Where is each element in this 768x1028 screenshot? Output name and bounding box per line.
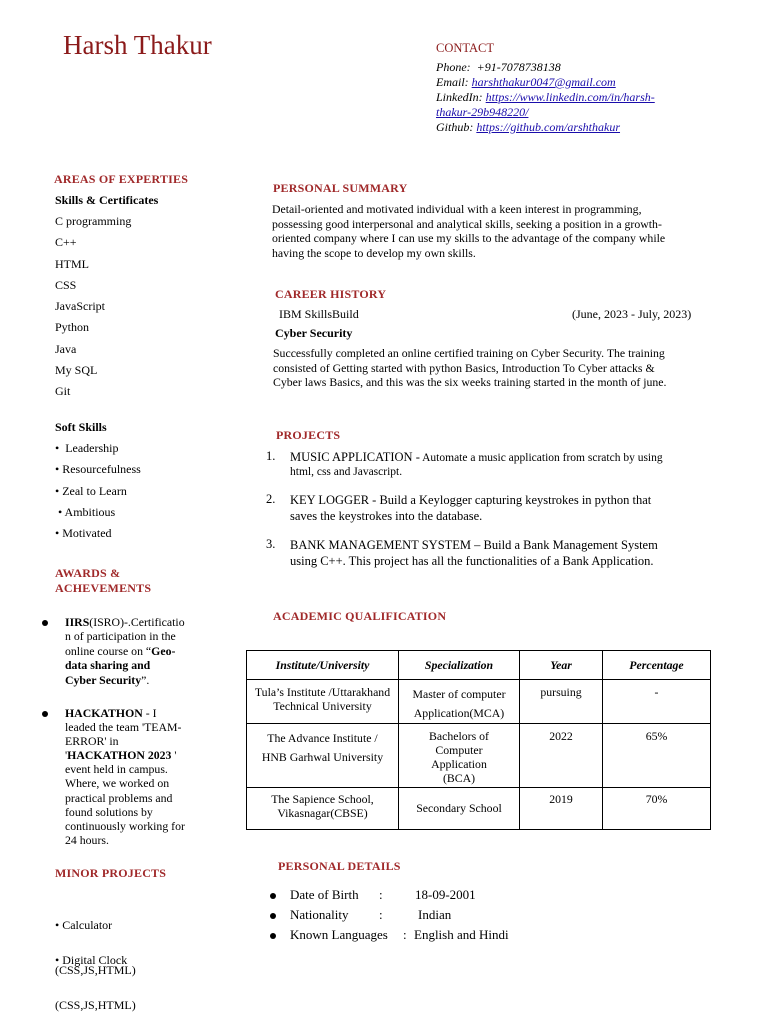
linkedin-link-cont[interactable]: thakur-29b948220/ xyxy=(436,105,529,119)
award-item-iirs xyxy=(65,615,205,687)
list-item: Python xyxy=(55,320,90,335)
awards-heading-line2: ACHEVEMENTS xyxy=(55,581,152,595)
career-line: Successfully completed an online certified training on Cyber Security. The training xyxy=(273,346,665,360)
linkedin-label: LinkedIn: xyxy=(436,90,483,104)
minor-projects-heading: MINOR PROJECTS xyxy=(55,866,167,880)
project-1 xyxy=(290,449,730,479)
row1-institute: Tula’s Institute /Uttarakhand Technical University xyxy=(247,680,399,724)
personal-bullet-3 xyxy=(270,933,276,939)
row1-spec: Master of computer Application(MCA) xyxy=(399,680,520,724)
award2-line4c: ' xyxy=(171,748,177,763)
dob-sep: : xyxy=(379,887,383,902)
list-item: CSS xyxy=(55,277,77,292)
linkedin-link[interactable]: https://www.linkedin.com/in/harsh- xyxy=(485,90,655,104)
minor-project-2-tech: (CSS,JS,HTML) xyxy=(55,998,136,1012)
table-row xyxy=(247,724,711,788)
project-2-title: KEY LOGGER - xyxy=(290,493,377,507)
project-2-desc1: Build a Keylogger capturing keystrokes in python that xyxy=(376,493,652,507)
list-item: • Zeal to Learn xyxy=(55,483,127,498)
award2-line8: found solutions by xyxy=(65,804,153,819)
contact-section xyxy=(436,41,494,56)
list-item: • Resourcefulness xyxy=(55,462,141,477)
phone-label: Phone: xyxy=(436,60,471,74)
academic-table xyxy=(246,650,711,830)
skills-list xyxy=(55,211,131,403)
award2-line1: - I xyxy=(142,706,157,720)
contact-details xyxy=(436,60,706,135)
summary-heading: PERSONAL SUMMARY xyxy=(273,181,408,195)
minor-project-clock xyxy=(55,923,136,1028)
email-link[interactable]: harshthakur0047@gmail.com xyxy=(471,75,616,89)
soft-skills-heading: Soft Skills xyxy=(55,420,107,434)
award-bullet-2 xyxy=(42,711,48,717)
career-line: consisted of Getting started with python Basics, Introduction To Cyber attacks & xyxy=(273,360,655,375)
phone-value: +91-7078738138 xyxy=(476,60,561,74)
award2-line10: 24 hours. xyxy=(65,832,109,847)
row2-year: 2022 xyxy=(520,724,603,788)
award2-line4b: HACKATHON 2023 xyxy=(67,748,172,763)
skills-heading: Skills & Certificates xyxy=(55,193,159,207)
career-text xyxy=(273,346,723,390)
table-row xyxy=(247,680,711,724)
row3-pct: 70% xyxy=(603,788,711,830)
project-3-number: 3. xyxy=(266,537,276,551)
github-label: Github: xyxy=(436,120,474,134)
list-item: JavaScript xyxy=(55,299,105,314)
project-1-desc1: Automate a music application from scratch by using xyxy=(419,452,663,464)
project-2 xyxy=(290,492,730,524)
summary-text xyxy=(272,202,722,260)
dob-label: Date of Birth xyxy=(290,887,359,902)
row3-spec: Secondary School xyxy=(399,788,520,830)
project-2-desc2: saves the keystrokes into the database. xyxy=(290,509,483,523)
award1-line5b: ”. xyxy=(141,672,150,687)
project-3-desc1: Build a Bank Management System xyxy=(480,538,658,552)
award-bullet-1 xyxy=(42,620,48,626)
col-institute: Institute/University xyxy=(247,651,399,680)
personal-heading: PERSONAL DETAILS xyxy=(278,859,401,873)
minor-project-1-title: • Calculator xyxy=(55,918,113,932)
award2-line6: Where, we worked on xyxy=(65,776,170,791)
award2-line5: event held in campus. xyxy=(65,762,168,777)
resume-name: Harsh Thakur xyxy=(63,30,212,60)
projects-heading: PROJECTS xyxy=(276,428,341,442)
project-3-title: BANK MANAGEMENT SYSTEM – xyxy=(290,538,481,552)
project-3 xyxy=(290,537,730,569)
project-1-desc2: html, css and Javascript. xyxy=(290,466,403,478)
row1-year: pursuing xyxy=(520,680,603,724)
list-item: C programming xyxy=(55,214,132,228)
career-title: Cyber Security xyxy=(275,326,353,340)
list-item: My SQL xyxy=(55,363,98,378)
list-item: • Motivated xyxy=(55,526,112,541)
email-label: Email: xyxy=(436,75,469,89)
award2-line2: leaded the team 'TEAM- xyxy=(65,720,182,735)
list-item: Java xyxy=(55,341,77,356)
award1-line3b: Geo- xyxy=(151,643,176,658)
row3-year: 2019 xyxy=(520,788,603,830)
row2-institute: The Advance Institute / HNB Garhwal University xyxy=(247,724,399,788)
table-row xyxy=(247,788,711,830)
award1-line4: data sharing and xyxy=(65,658,151,673)
award1-line5a: Cyber Security xyxy=(65,672,142,687)
github-link[interactable]: https://github.com/arshthakur xyxy=(476,120,621,134)
list-item: • Ambitious xyxy=(55,504,116,519)
award1-line1: (ISRO)-.Certificatio xyxy=(89,615,185,629)
languages-label: Known Languages xyxy=(290,927,388,942)
awards-heading-line1: AWARDS & xyxy=(55,566,121,580)
soft-skills-list xyxy=(55,438,141,544)
col-year: Year xyxy=(520,651,603,680)
project-3-desc2: using C++. This project has all the functionalities of a Bank Application. xyxy=(290,554,654,568)
summary-line: oriented company where I can use my skills to the advantage of the company while xyxy=(272,231,666,245)
summary-line: having the scope to develop my own skills. xyxy=(272,245,476,260)
award2-bold: HACKATHON xyxy=(65,706,143,720)
nationality-value: Indian xyxy=(418,907,452,922)
areas-heading: AREAS OF EXPERTIES xyxy=(54,172,189,186)
awards-heading xyxy=(55,566,151,596)
academic-heading: ACADEMIC QUALIFICATION xyxy=(273,609,447,623)
summary-line: Detail-oriented and motivated individual with a keen interest in programming, xyxy=(272,202,642,216)
academic-table-header xyxy=(247,651,711,680)
project-2-number: 2. xyxy=(266,492,276,506)
career-heading: CAREER HISTORY xyxy=(275,287,387,301)
col-percentage: Percentage xyxy=(603,651,711,680)
personal-bullet-1 xyxy=(270,893,276,899)
award1-bold: IIRS xyxy=(65,615,90,629)
dob-value: 18-09-2001 xyxy=(415,887,476,902)
career-org: IBM SkillsBuild xyxy=(279,307,359,321)
career-dates: (June, 2023 - July, 2023) xyxy=(572,307,692,321)
col-specialization: Specialization xyxy=(399,651,520,680)
nationality-sep: : xyxy=(379,907,383,922)
award2-line7: practical problems and xyxy=(65,790,173,805)
languages-sep: : xyxy=(403,927,407,942)
award2-line4a: ' xyxy=(65,748,68,763)
minor-project-1-tech: (CSS,JS,HTML) xyxy=(55,963,136,977)
contact-heading: CONTACT xyxy=(436,41,495,55)
row3-institute: The Sapience School, Vikasnagar(CBSE) xyxy=(247,788,399,830)
list-item: C++ xyxy=(55,235,77,250)
award2-line9: continuously working for xyxy=(65,818,185,833)
award-item-hackathon xyxy=(65,706,210,847)
nationality-label: Nationality xyxy=(290,907,349,922)
project-1-title: MUSIC APPLICATION - xyxy=(290,450,420,464)
minor-project-2-title: • Digital Clock xyxy=(55,953,128,967)
award1-line2: n of participation in the xyxy=(65,629,176,644)
row1-pct: - xyxy=(603,680,711,724)
personal-bullet-2 xyxy=(270,913,276,919)
list-item: Git xyxy=(55,384,71,399)
languages-value: English and Hindi xyxy=(414,927,509,942)
row2-spec: Bachelors of Computer Application (BCA) xyxy=(399,724,520,788)
career-line: Cyber laws Basics, and this was the six weeks training started in the month of june. xyxy=(273,375,667,389)
list-item: HTML xyxy=(55,256,89,271)
summary-line: possessing good interpersonal and analytical skills, seeking a position in a growth- xyxy=(272,216,662,231)
project-1-number: 1. xyxy=(266,449,276,463)
row2-pct: 65% xyxy=(603,724,711,788)
award2-line3: ERROR' in xyxy=(65,734,119,749)
list-item: • Leadership xyxy=(55,441,119,455)
award1-line3a: online course on “ xyxy=(65,643,152,658)
